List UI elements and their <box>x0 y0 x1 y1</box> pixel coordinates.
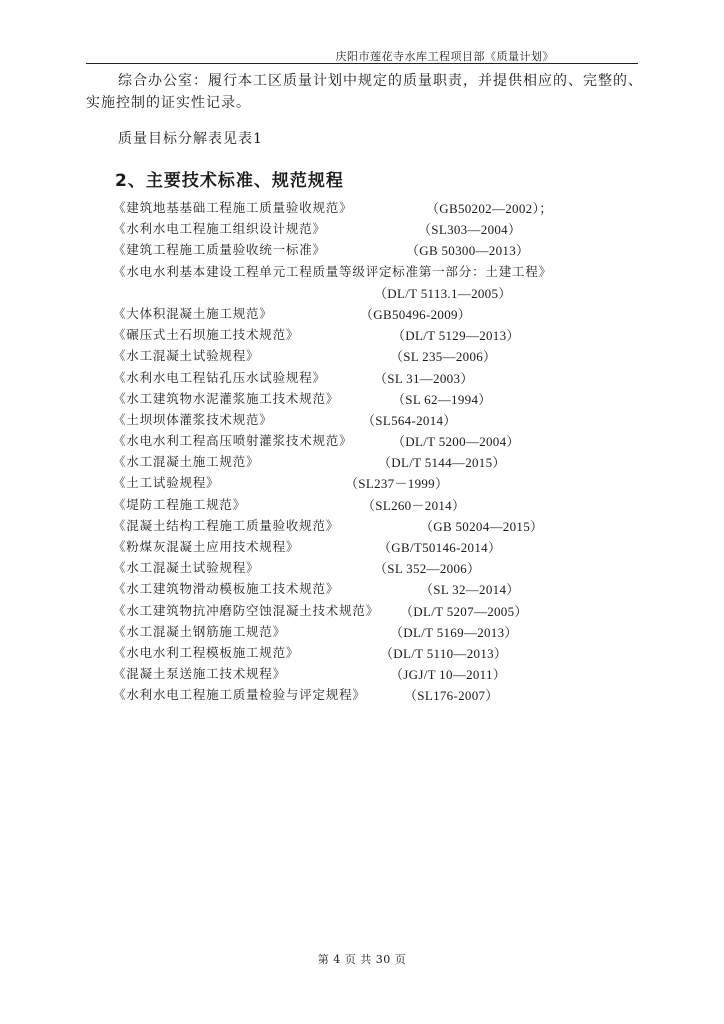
standard-code: （GB50202—2002）； <box>426 201 553 216</box>
standard-item <box>0 238 724 259</box>
standard-name: 《水工建筑物水泥灌浆施工技术规范》 <box>113 390 340 406</box>
standard-item <box>0 493 724 514</box>
standard-code: （DL/T 5110—2013） <box>380 645 508 661</box>
standard-code: （DL/T 5200—2004） <box>392 434 520 450</box>
standard-item <box>0 662 724 683</box>
page-number: 第 4 页 共 30 页 <box>317 953 407 966</box>
standard-name: 《水电水利工程高压喷射灌浆技术规范》 <box>113 433 353 449</box>
standard-item <box>0 641 724 662</box>
standard-item <box>0 599 724 620</box>
standard-code: （DL/T 5113.1—2005） <box>374 285 512 301</box>
standard-name: 《水工混凝土试验规程》 <box>113 560 260 576</box>
standard-item <box>0 429 724 450</box>
standard-name: 《水工建筑物抗冲磨防空蚀混凝土技术规范》 <box>113 602 380 618</box>
quality-target-note: 质量目标分解表见表1 <box>118 131 263 147</box>
standard-code: （SL237－1999） <box>345 476 449 492</box>
standard-code: （DL/T 5207—2005） <box>400 603 528 619</box>
standard-name: 《水工混凝土施工规范》 <box>113 454 260 470</box>
standard-item <box>0 683 724 704</box>
standard-name: 《土坝坝体灌浆技术规范》 <box>113 411 273 427</box>
standard-code: （JGJ/T 10—2011） <box>390 667 507 683</box>
standard-code: （SL 352—2006） <box>374 561 481 577</box>
standard-code: （SL 235—2006） <box>390 349 497 365</box>
standard-item <box>0 556 724 577</box>
standard-name: 《碾压式土石坝施工技术规范》 <box>113 327 300 343</box>
standard-name: 《堤防工程施工规范》 <box>113 496 247 512</box>
standard-code: （SL 31—2003） <box>374 370 474 386</box>
standard-code: （GB 50300—2013） <box>406 243 530 259</box>
standard-name: 《土工试验规程》 <box>113 475 220 491</box>
standard-item <box>0 323 724 344</box>
standard-code: （GB 50204—2015） <box>420 518 544 534</box>
standard-item <box>0 577 724 598</box>
standard-code: （DL/T 5144—2015） <box>378 455 506 471</box>
standard-item <box>0 344 724 365</box>
standard-item <box>0 260 724 302</box>
standard-item <box>0 302 724 323</box>
standard-name: 《混凝土泵送施工技术规程》 <box>113 666 286 682</box>
standard-name: 《建筑工程施工质量验收统一标准》 <box>113 242 326 258</box>
standard-item <box>0 450 724 471</box>
standard-item <box>0 366 724 387</box>
standard-code: （GB/T50146-2014） <box>378 540 502 556</box>
standard-item <box>0 535 724 556</box>
standard-item <box>0 620 724 641</box>
standard-code: （SL303—2004） <box>418 222 522 238</box>
standard-name: 《水工建筑物滑动模板施工技术规范》 <box>113 581 340 597</box>
standard-name: 《水工混凝土试验规程》 <box>113 348 260 364</box>
standard-name: 《水利水电工程施工组织设计规范》 <box>113 221 326 237</box>
standard-item <box>0 387 724 408</box>
standard-name: 《粉煤灰混凝土应用技术规程》 <box>113 539 300 555</box>
standards-list <box>0 196 724 705</box>
standard-name: 《混凝土结构工程施工质量验收规范》 <box>113 517 340 533</box>
standard-code: （SL564-2014） <box>362 412 457 428</box>
standard-name: 《水利水电工程钻孔压水试验规程》 <box>113 369 326 385</box>
standard-name: 《水工混凝土钢筋施工规范》 <box>113 623 286 639</box>
header-rule <box>86 63 638 64</box>
standard-code: （SL176-2007） <box>404 688 499 704</box>
standard-item <box>0 471 724 492</box>
standard-item <box>0 408 724 429</box>
standard-code: （SL 32—2014） <box>420 582 520 598</box>
standard-code: （DL/T 5129—2013） <box>392 328 520 344</box>
standard-code: （SL 62—1994） <box>392 391 492 407</box>
office-duty-paragraph: 综合办公室：履行本工区质量计划中规定的质量职责，并提供相应的、完整的、实施控制的证实性记录。 <box>86 73 643 111</box>
standard-code: （DL/T 5169—2013） <box>390 624 518 640</box>
standard-name: 《大体积混凝土施工规范》 <box>113 305 273 321</box>
standard-item <box>0 514 724 535</box>
standard-name: 《建筑地基基础工程施工质量验收规范》 <box>113 200 353 215</box>
standard-name: 《水电水利工程模板施工规范》 <box>113 644 300 660</box>
standard-name: 《水利水电工程施工质量检验与评定规程》 <box>113 687 366 703</box>
standard-item <box>0 196 724 217</box>
section-heading: 2、主要技术标准、规范规程 <box>115 171 344 191</box>
running-header: 庆阳市莲花寺水库工程项目部《质量计划》 <box>335 50 554 63</box>
standard-item <box>0 217 724 238</box>
standard-name: 《水电水利基本建设工程单元工程质量等级评定标准第一部分：土建工程》 <box>113 263 552 279</box>
standard-code: （SL260－2014） <box>362 497 466 513</box>
standard-code: （GB50496-2009） <box>360 306 472 322</box>
